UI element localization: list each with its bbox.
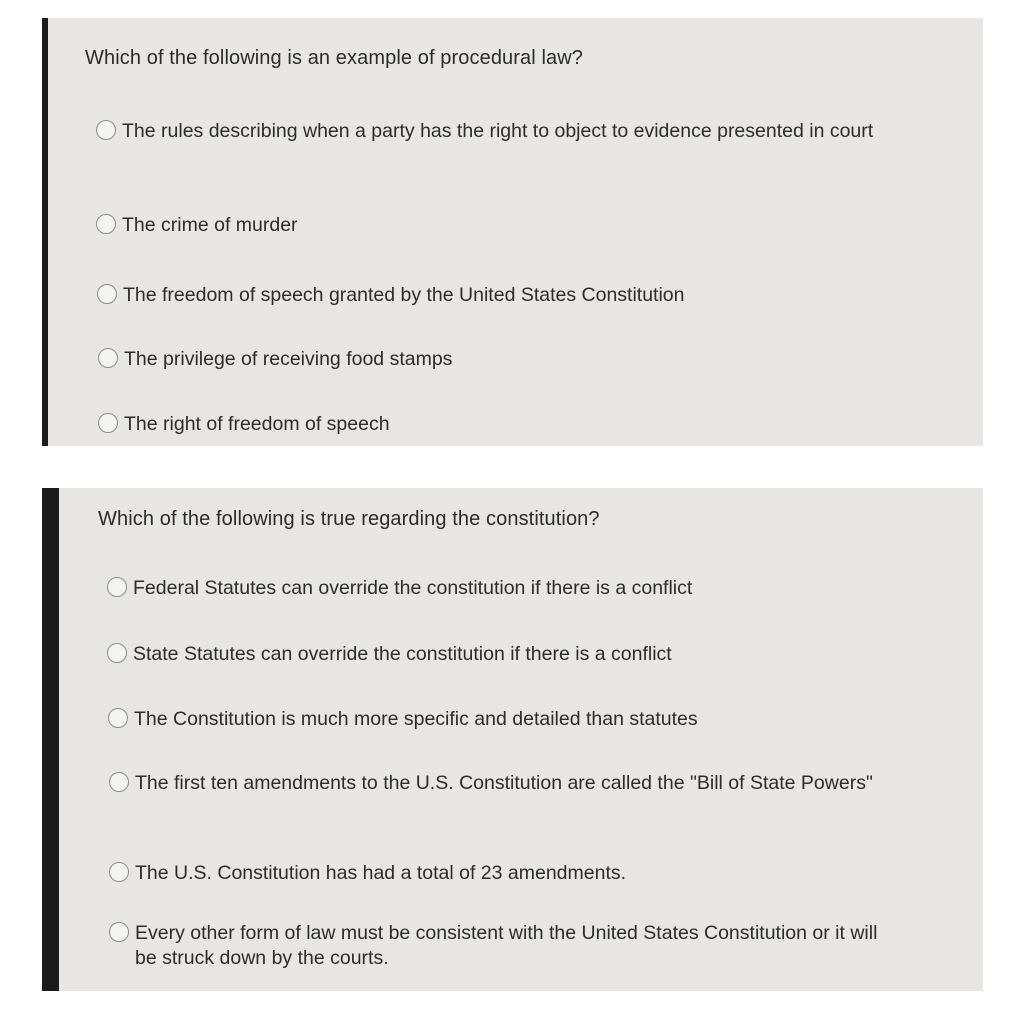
radio-button[interactable] <box>107 643 127 663</box>
radio-button[interactable] <box>108 708 128 728</box>
answer-option[interactable] <box>109 861 626 886</box>
radio-button[interactable] <box>109 772 129 792</box>
answer-option[interactable] <box>109 771 889 796</box>
question-prompt: Which of the following is an example of procedural law? <box>85 47 583 69</box>
card-left-edge <box>42 18 48 446</box>
card-left-edge <box>42 488 59 991</box>
answer-option-label: The first ten amendments to the U.S. Constitution are called the "Bill of State Powers" <box>135 772 873 794</box>
answer-option[interactable] <box>98 347 452 372</box>
answer-option-label: The U.S. Constitution has had a total of 23 amendments. <box>135 862 627 884</box>
radio-button[interactable] <box>109 922 129 942</box>
answer-option[interactable] <box>97 283 685 308</box>
radio-button[interactable] <box>98 348 118 368</box>
radio-button[interactable] <box>109 862 129 882</box>
answer-option-label: The freedom of speech granted by the United States Constitution <box>123 284 685 306</box>
radio-button[interactable] <box>107 577 127 597</box>
answer-option[interactable] <box>96 119 896 144</box>
answer-option[interactable] <box>109 921 899 971</box>
answer-option-label: The rules describing when a party has the right to object to evidence presented in court <box>122 120 874 142</box>
radio-button[interactable] <box>96 214 116 234</box>
answer-option-label: Every other form of law must be consistent with the United States Constitution or it will be struck down by the courts. <box>135 922 878 969</box>
answer-option[interactable] <box>107 576 692 601</box>
answer-option-label: The Constitution is much more specific and detailed than statutes <box>134 708 698 730</box>
radio-button[interactable] <box>98 413 118 433</box>
radio-button[interactable] <box>97 284 117 304</box>
answer-option-label: The crime of murder <box>122 214 298 236</box>
answer-option[interactable] <box>107 642 672 667</box>
answer-option[interactable] <box>108 707 698 732</box>
answer-option[interactable] <box>98 412 390 437</box>
question-card-1 <box>42 18 983 446</box>
answer-option-label: Federal Statutes can override the constitution if there is a conflict <box>133 577 693 599</box>
answer-option-label: The right of freedom of speech <box>124 413 390 435</box>
radio-button[interactable] <box>96 120 116 140</box>
question-prompt: Which of the following is true regarding the constitution? <box>98 508 600 530</box>
answer-option-label: State Statutes can override the constitution if there is a conflict <box>133 643 672 665</box>
question-card-2 <box>42 488 983 991</box>
answer-option[interactable] <box>96 213 298 238</box>
answer-option-label: The privilege of receiving food stamps <box>124 348 453 370</box>
